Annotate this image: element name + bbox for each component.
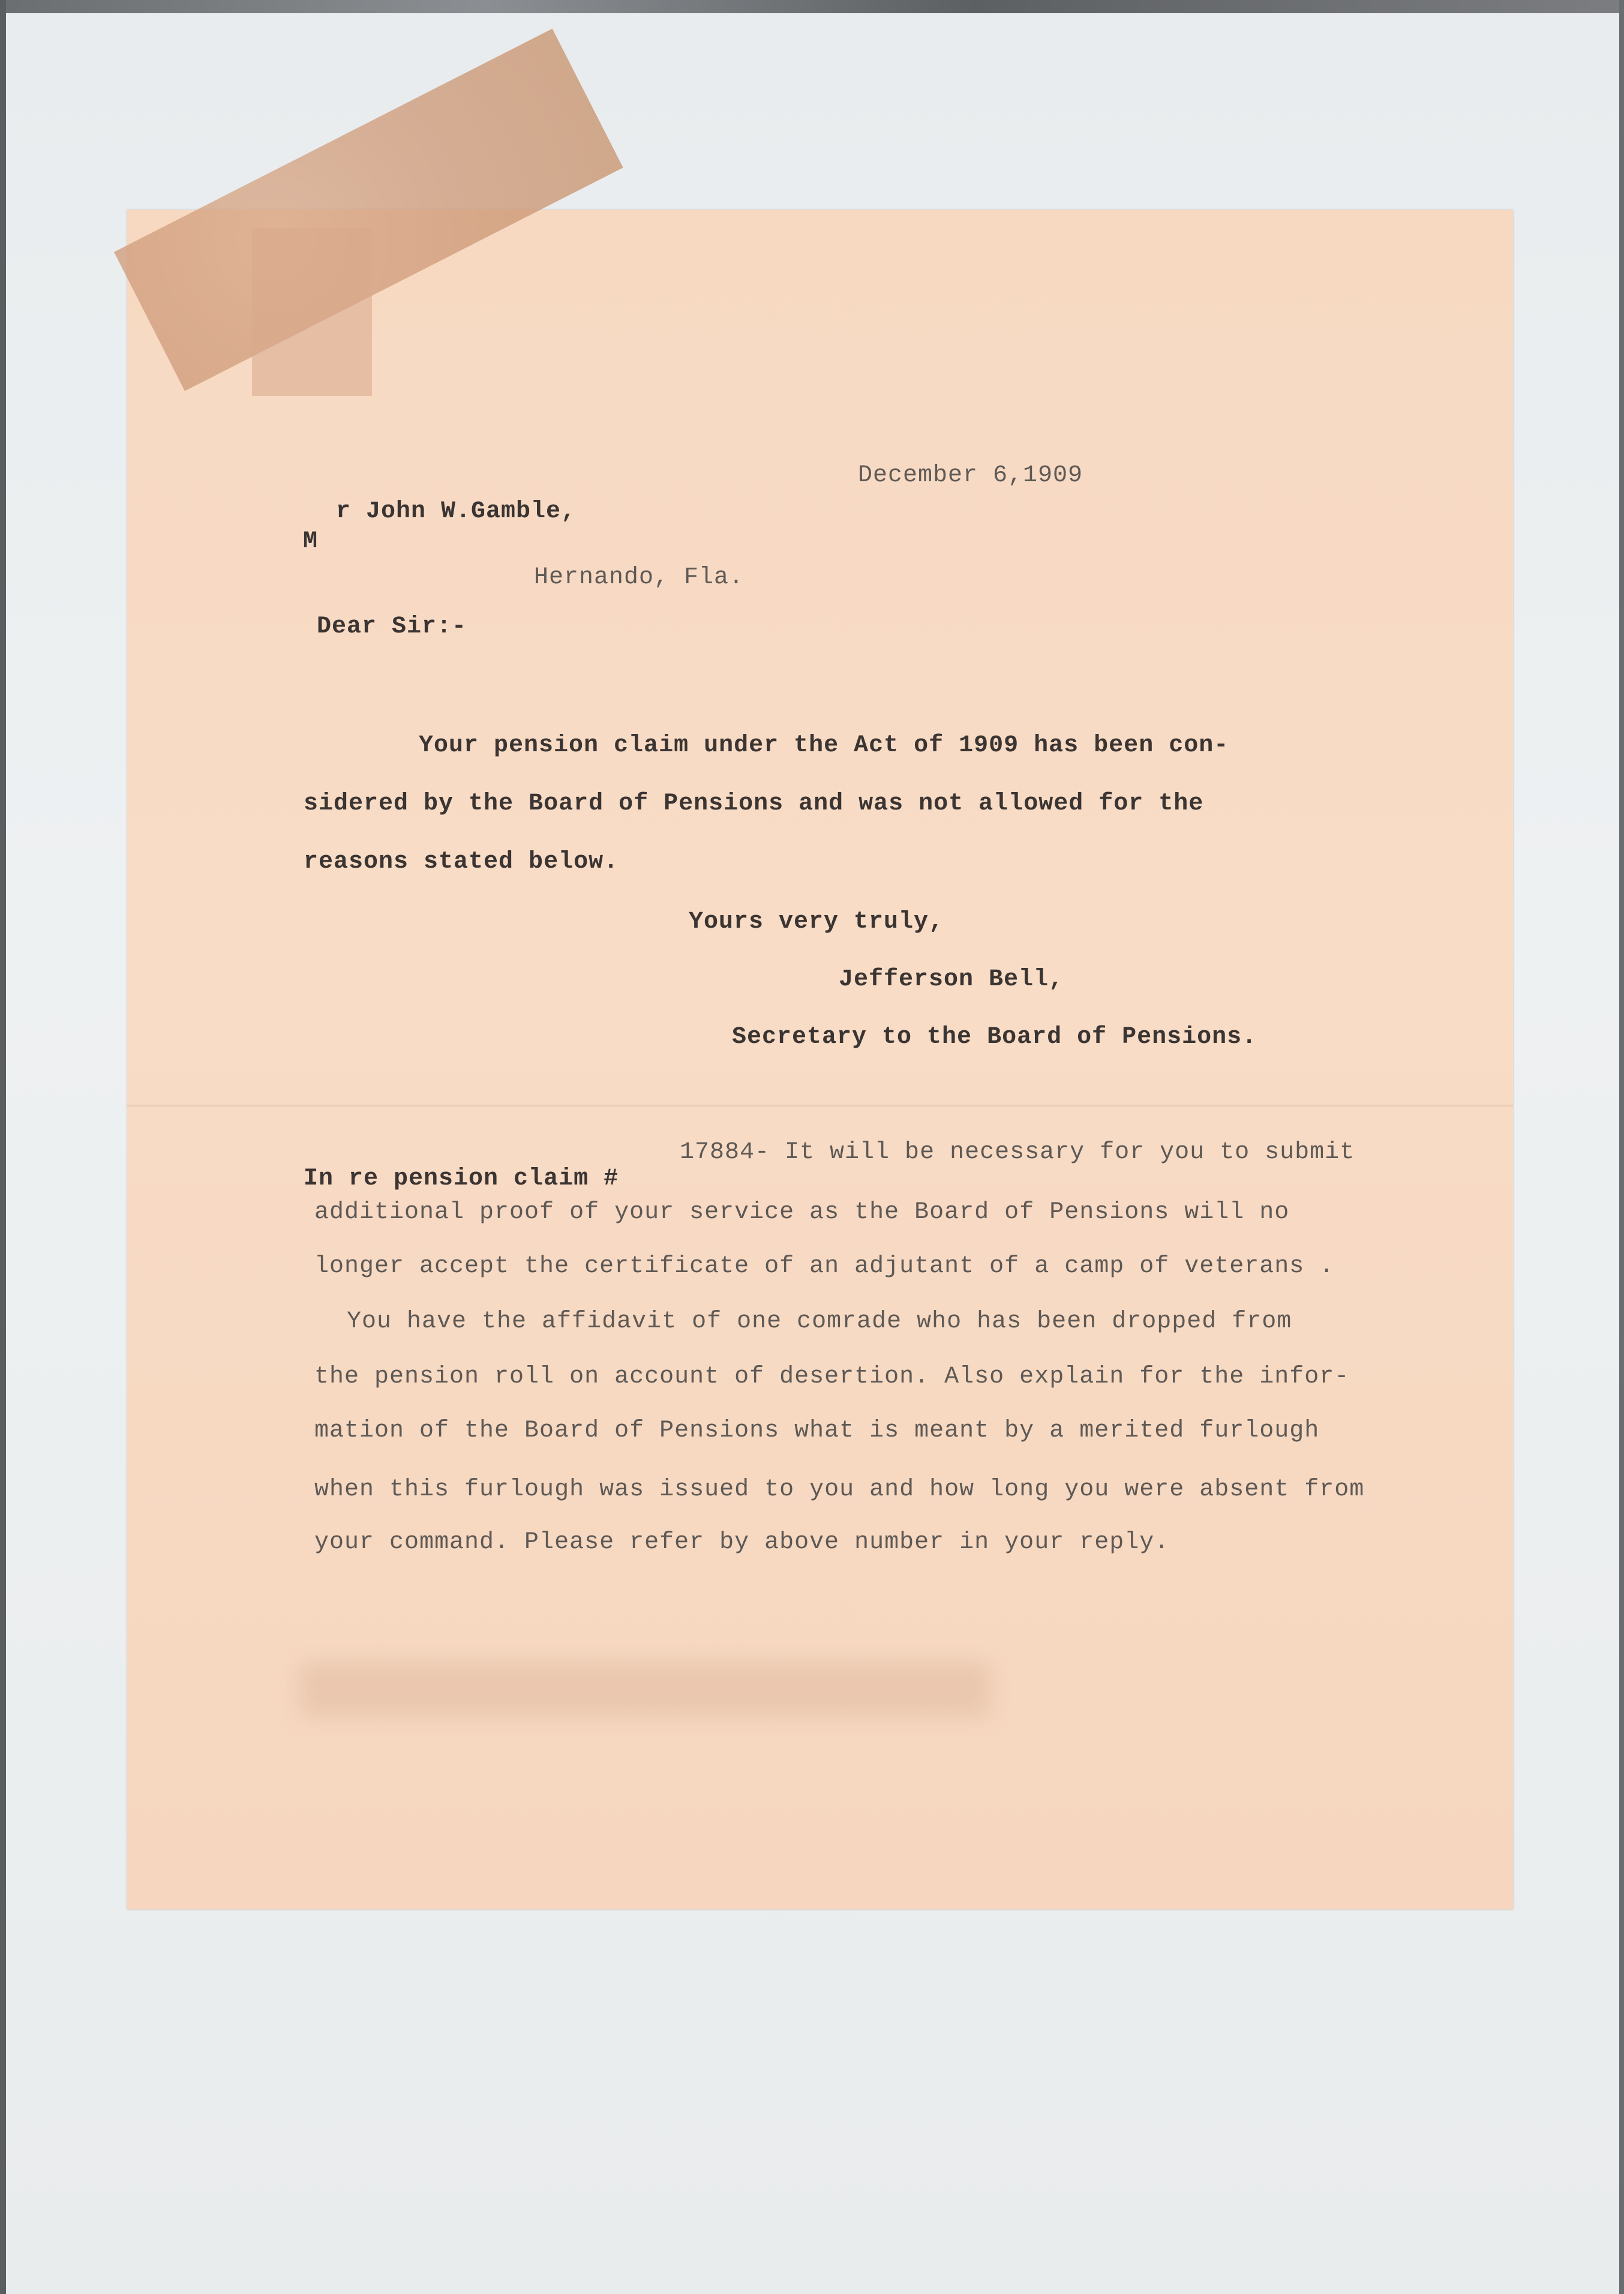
reason-line-7: your command. Please refer by above number in your reply. bbox=[314, 1529, 1170, 1556]
signature-name: Jefferson Bell, bbox=[839, 966, 1064, 993]
paper-fold-crease bbox=[127, 1104, 1513, 1108]
reason-line-1: additional proof of your service as the Board of Pensions will no bbox=[314, 1199, 1290, 1226]
scan-left-edge bbox=[0, 0, 6, 2294]
scan-right-edge bbox=[1619, 0, 1624, 2294]
recipient-initial: M bbox=[303, 528, 319, 555]
paper-stain bbox=[300, 1662, 990, 1716]
body-line-2: sidered by the Board of Pensions and was not allowed for the bbox=[304, 790, 1204, 817]
reason-line-2: longer accept the certificate of an adjutant of a camp of veterans . bbox=[314, 1253, 1335, 1280]
body-line-3: reasons stated below. bbox=[304, 848, 619, 875]
scan-top-edge bbox=[0, 0, 1624, 13]
reason-line-3: You have the affidavit of one comrade who has been dropped from bbox=[347, 1308, 1292, 1335]
letter-paper bbox=[127, 210, 1513, 1909]
salutation: Dear Sir:- bbox=[317, 613, 467, 640]
closing: Yours very truly, bbox=[689, 908, 944, 935]
recipient-address: Hernando, Fla. bbox=[534, 564, 745, 591]
recipient-name: r John W.Gamble, bbox=[336, 498, 577, 525]
reason-line-6: when this furlough was issued to you and how long you were absent from bbox=[314, 1476, 1365, 1503]
claim-number-line: 17884- It will be necessary for you to submit bbox=[680, 1139, 1355, 1166]
body-line-1: Your pension claim under the Act of 1909 has been con- bbox=[419, 732, 1229, 759]
tape-stain-overlap bbox=[252, 228, 372, 396]
reason-line-5: mation of the Board of Pensions what is meant by a merited furlough bbox=[314, 1417, 1320, 1444]
claim-label: In re pension claim # bbox=[304, 1165, 619, 1192]
signature-title: Secretary to the Board of Pensions. bbox=[732, 1024, 1257, 1051]
letter-date: December 6,1909 bbox=[858, 462, 1083, 489]
reason-line-4: the pension roll on account of desertion. Also explain for the infor- bbox=[314, 1363, 1350, 1390]
